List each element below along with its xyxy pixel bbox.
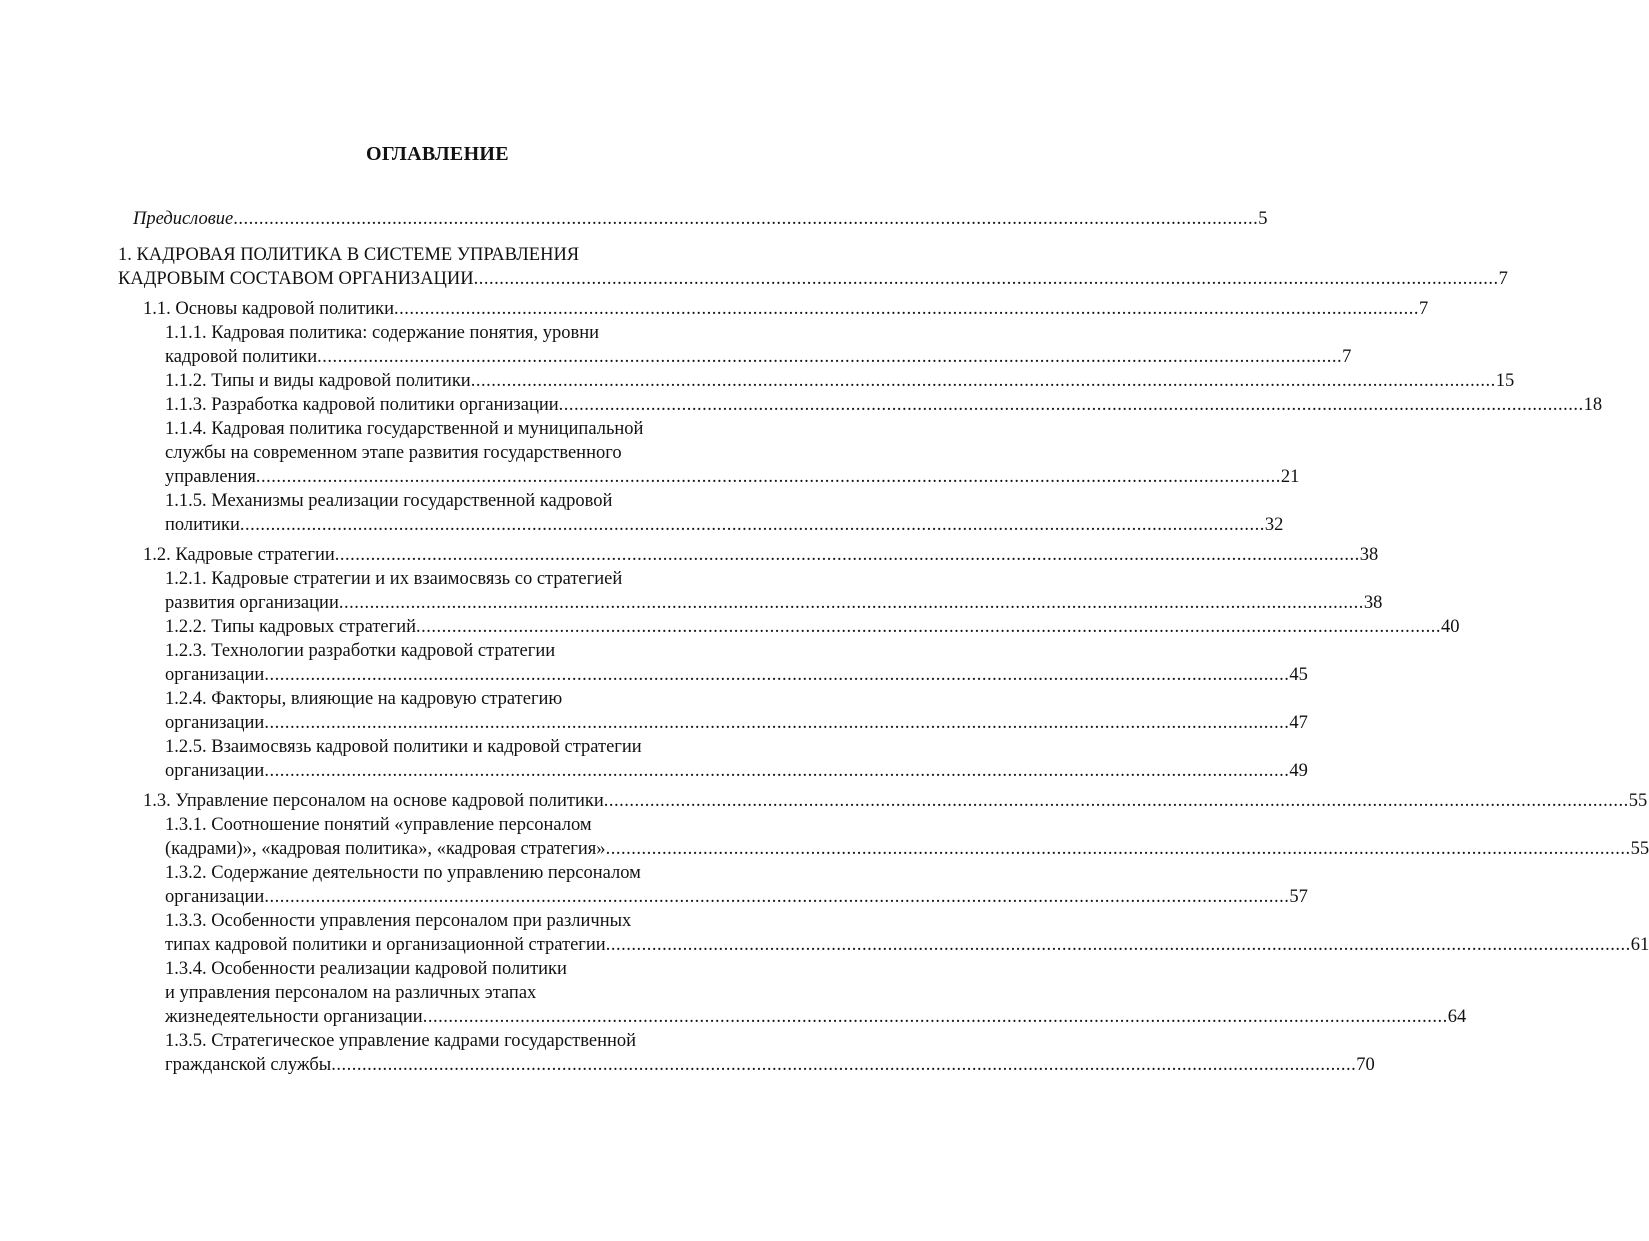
toc-entry-text: и управления персоналом на различных этапах bbox=[165, 983, 537, 1003]
toc-entry-text: 1.3.4. Особенности реализации кадровой политики bbox=[165, 959, 567, 979]
toc-entry-text: типах кадровой политики и организационной стратегии bbox=[165, 935, 606, 955]
dot-leader: ........................................................................................................................................................................................................ bbox=[233, 209, 1259, 229]
toc-entry-link[interactable] bbox=[143, 789, 1648, 813]
toc-entry-text: 1.2.4. Факторы, влияющие на кадровую стратегию bbox=[165, 689, 563, 709]
page-number: 15 bbox=[1495, 371, 1515, 391]
toc-entry-text: 1.3. Управление персоналом на основе кадровой политики bbox=[143, 791, 604, 811]
page-number: 47 bbox=[1289, 713, 1308, 733]
toc-entry-text: 1.2.2. Типы кадровых стратегий bbox=[165, 617, 417, 637]
toc-entry-text: 1.3.1. Соотношение понятий «управление персоналом bbox=[165, 815, 592, 835]
dot-leader: ........................................................................................................................................................................................................ bbox=[605, 935, 1631, 955]
page-number: 38 bbox=[1359, 545, 1379, 565]
toc-entry-text: 1. КАДРОВАЯ ПОЛИТИКА В СИСТЕМЕ УПРАВЛЕНИЯ bbox=[118, 245, 580, 265]
dot-leader: ........................................................................................................................................................................................................ bbox=[416, 617, 1442, 637]
page-title: ОГЛАВЛЕНИЕ bbox=[366, 143, 509, 165]
toc-entry-line bbox=[165, 861, 641, 885]
dot-leader: ........................................................................................................................................................................................................ bbox=[394, 299, 1420, 319]
page-number: 40 bbox=[1441, 617, 1460, 637]
toc-entry-link[interactable] bbox=[143, 297, 1429, 321]
toc-entry-link[interactable] bbox=[165, 759, 1308, 783]
dot-leader: ........................................................................................................................................................................................................ bbox=[239, 515, 1265, 535]
toc-entry-link[interactable] bbox=[165, 1053, 1375, 1077]
page-number: 45 bbox=[1289, 665, 1308, 685]
toc-entry-link[interactable] bbox=[118, 267, 1508, 291]
toc-entry-text: организации bbox=[165, 887, 265, 907]
page-number: 21 bbox=[1280, 467, 1300, 487]
page-number: 38 bbox=[1363, 593, 1383, 613]
page-number: 18 bbox=[1583, 395, 1603, 415]
toc-entry-text: организации bbox=[165, 761, 265, 781]
toc-entry-link[interactable] bbox=[165, 513, 1284, 537]
dot-leader: ........................................................................................................................................................................................................ bbox=[558, 395, 1584, 415]
toc-entry-link[interactable] bbox=[165, 345, 1352, 369]
toc-entry-text: 1.1.2. Типы и виды кадровой политики bbox=[165, 371, 471, 391]
page-number: 5 bbox=[1258, 209, 1268, 229]
dot-leader: ........................................................................................................................................................................................................ bbox=[470, 371, 1496, 391]
toc-entry-text: 1.1.3. Разработка кадровой политики организации bbox=[165, 395, 559, 415]
toc-entry-text: 1.2.1. Кадровые стратегии и их взаимосвязь со стратегией bbox=[165, 569, 623, 589]
page-number: 7 bbox=[1498, 269, 1508, 289]
toc-entry-text: 1.2.5. Взаимосвязь кадровой политики и кадровой стратегии bbox=[165, 737, 642, 757]
toc-entry-link[interactable] bbox=[165, 837, 1649, 861]
page-number: 7 bbox=[1419, 299, 1429, 319]
toc-entry-text: 1.2.3. Технологии разработки кадровой стратегии bbox=[165, 641, 556, 661]
toc-entry-line bbox=[165, 1029, 636, 1053]
toc-entry-line bbox=[165, 813, 592, 837]
dot-leader: ........................................................................................................................................................................................................ bbox=[264, 713, 1290, 733]
toc-entry-line bbox=[165, 441, 622, 465]
toc-entry-text: кадровой политики bbox=[165, 347, 318, 367]
dot-leader: ........................................................................................................................................................................................................ bbox=[264, 665, 1290, 685]
dot-leader: ........................................................................................................................................................................................................ bbox=[605, 839, 1631, 859]
toc-entry-line bbox=[165, 687, 562, 711]
toc-entry-text: организации bbox=[165, 665, 265, 685]
toc-entry-line bbox=[118, 243, 579, 267]
page-number: 7 bbox=[1342, 347, 1352, 367]
toc-entry-line bbox=[165, 957, 567, 981]
dot-leader: ........................................................................................................................................................................................................ bbox=[334, 545, 1360, 565]
page-number: 64 bbox=[1447, 1007, 1467, 1027]
toc-entry-text: развития организации bbox=[165, 593, 339, 613]
toc-entry-text: жизнедеятельности организации bbox=[165, 1007, 423, 1027]
toc-entry-line bbox=[165, 417, 643, 441]
toc-entry-link[interactable] bbox=[165, 393, 1603, 417]
toc-entry-link[interactable] bbox=[165, 615, 1460, 639]
toc-entry-text: 1.1. Основы кадровой политики bbox=[143, 299, 395, 319]
dot-leader: ........................................................................................................................................................................................................ bbox=[331, 1055, 1357, 1075]
dot-leader: ........................................................................................................................................................................................................ bbox=[264, 887, 1290, 907]
toc-entry-link[interactable] bbox=[165, 465, 1300, 489]
dot-leader: ........................................................................................................................................................................................................ bbox=[255, 467, 1281, 487]
toc-entry-link[interactable] bbox=[133, 207, 1268, 231]
toc-entry-link[interactable] bbox=[165, 1005, 1467, 1029]
toc-entry-line bbox=[165, 735, 642, 759]
dot-leader: ........................................................................................................................................................................................................ bbox=[317, 347, 1343, 367]
toc-entry-text: 1.3.5. Стратегическое управление кадрами государственной bbox=[165, 1031, 637, 1051]
dot-leader: ........................................................................................................................................................................................................ bbox=[338, 593, 1364, 613]
toc-entry-text: организации bbox=[165, 713, 265, 733]
toc-entry-text: 1.1.5. Механизмы реализации государственной кадровой bbox=[165, 491, 613, 511]
dot-leader: ........................................................................................................................................................................................................ bbox=[473, 269, 1499, 289]
page-number: 70 bbox=[1356, 1055, 1375, 1075]
page-number: 55 bbox=[1628, 791, 1648, 811]
toc-entry-link[interactable] bbox=[165, 369, 1515, 393]
toc-entry-link[interactable] bbox=[143, 543, 1379, 567]
toc-entry-text: гражданской службы bbox=[165, 1055, 332, 1075]
toc-entry-line bbox=[165, 909, 631, 933]
toc-entry-text: политики bbox=[165, 515, 240, 535]
toc-entry-text: Предисловие bbox=[133, 209, 234, 229]
page-number: 49 bbox=[1289, 761, 1308, 781]
toc-entry-text: 1.2. Кадровые стратегии bbox=[143, 545, 335, 565]
dot-leader: ........................................................................................................................................................................................................ bbox=[603, 791, 1629, 811]
toc-entry-link[interactable] bbox=[165, 663, 1308, 687]
page-number: 32 bbox=[1264, 515, 1284, 535]
dot-leader: ........................................................................................................................................................................................................ bbox=[422, 1007, 1448, 1027]
toc-entry-line bbox=[165, 489, 612, 513]
toc-entry-text: 1.3.3. Особенности управления персоналом при различных bbox=[165, 911, 632, 931]
toc-entry-text: 1.1.1. Кадровая политика: содержание понятия, уровни bbox=[165, 323, 600, 343]
toc-entry-text: 1.1.4. Кадровая политика государственной и муниципальной bbox=[165, 419, 644, 439]
toc-entry-link[interactable] bbox=[165, 885, 1308, 909]
toc-entry-link[interactable] bbox=[165, 591, 1383, 615]
toc-entry-text: службы на современном этапе развития государственного bbox=[165, 443, 622, 463]
toc-entry-text: (кадрами)», «кадровая политика», «кадровая стратегия» bbox=[165, 839, 606, 859]
toc-entry-text: управления bbox=[165, 467, 256, 487]
toc-entry-link[interactable] bbox=[165, 933, 1649, 957]
toc-entry-text: 1.3.2. Содержание деятельности по управлению персоналом bbox=[165, 863, 641, 883]
toc-entry-link[interactable] bbox=[165, 711, 1308, 735]
toc-entry-line bbox=[165, 981, 536, 1005]
page-number: 61 bbox=[1630, 935, 1649, 955]
toc-entry-line bbox=[165, 321, 599, 345]
dot-leader: ........................................................................................................................................................................................................ bbox=[264, 761, 1290, 781]
toc-entry-line bbox=[165, 639, 555, 663]
page-number: 55 bbox=[1630, 839, 1649, 859]
toc-entry-text: КАДРОВЫМ СОСТАВОМ ОРГАНИЗАЦИИ bbox=[118, 269, 474, 289]
page-number: 57 bbox=[1289, 887, 1308, 907]
toc-entry-line bbox=[165, 567, 622, 591]
